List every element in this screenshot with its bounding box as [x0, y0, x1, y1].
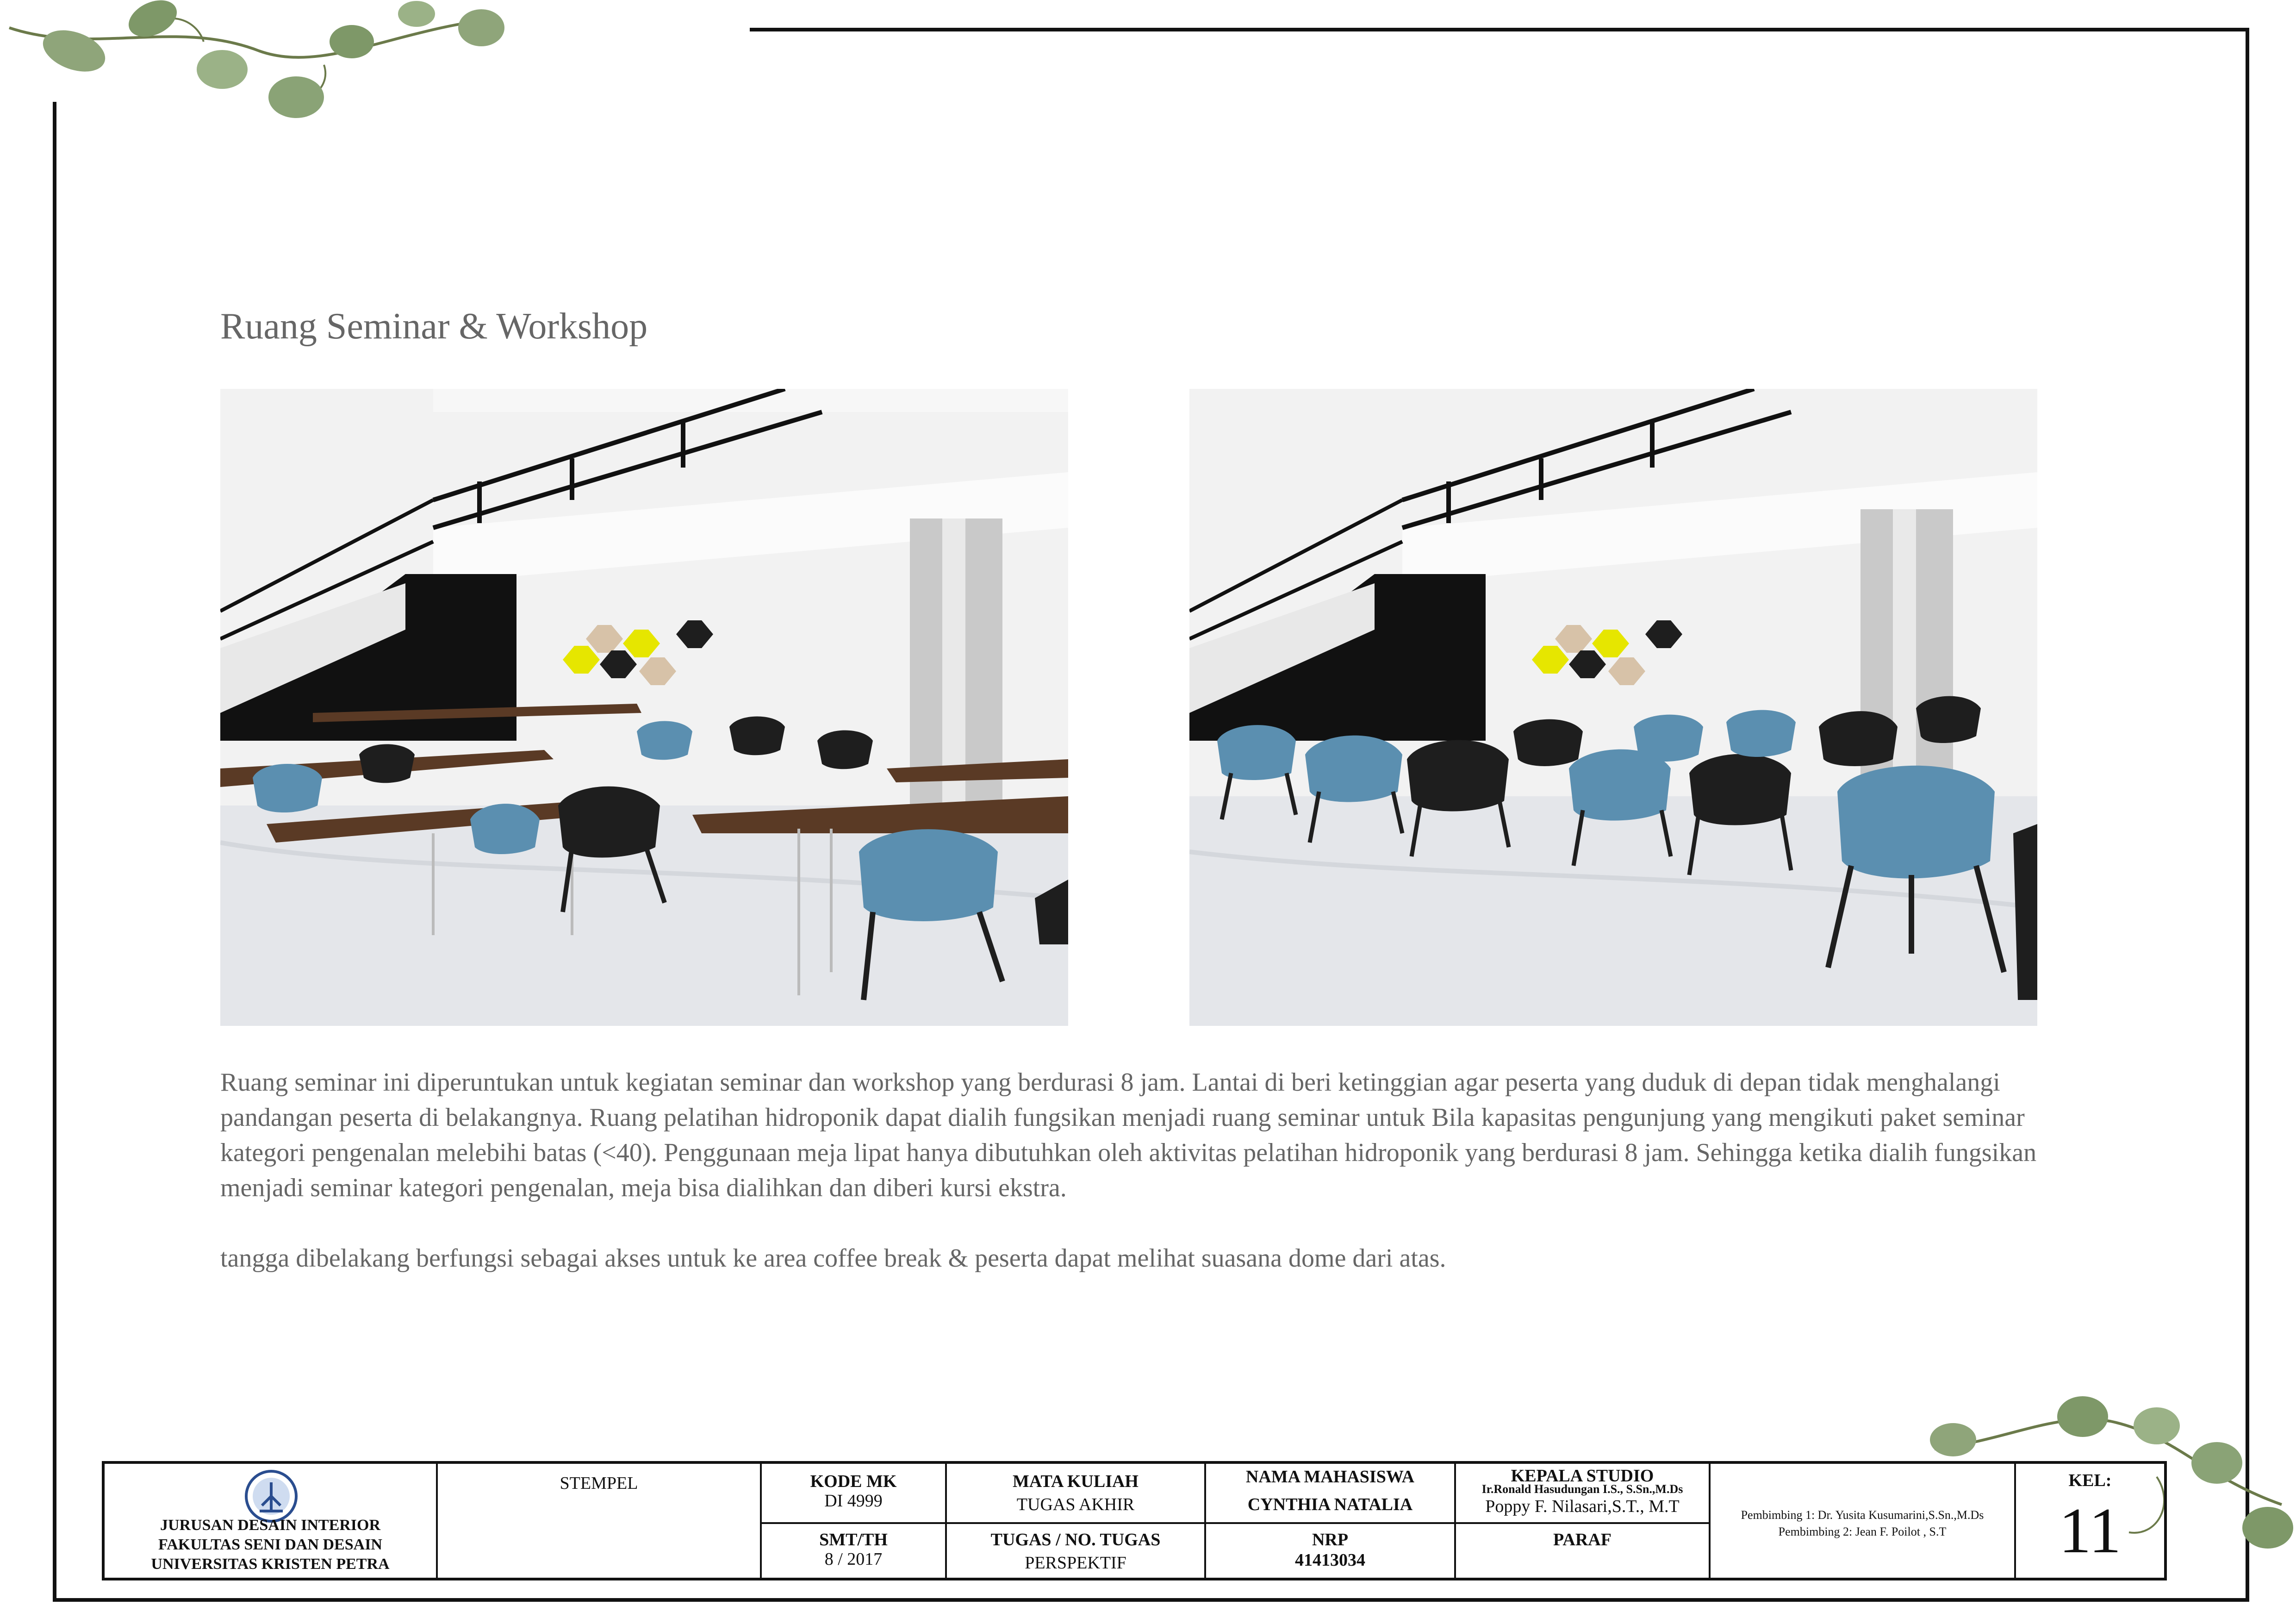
title-block	[102, 1461, 2167, 1580]
frame-left-line	[53, 102, 56, 1602]
institution-line: UNIVERSITAS KRISTEN PETRA	[151, 1555, 390, 1573]
description-paragraph: Ruang seminar ini diperuntukan untuk kegiatan seminar dan workshop yang berdurasi 8 jam. Lantai di beri ketinggian agar peserta yang duduk di depan tidak menghalangi pandangan peserta di belakangnya. Ruang pelatihan hidroponik dapat dialih fungsikan menjadi ruang seminar untuk Bila kapasitas pengunjung yang mengikuti paket seminar kategori pengenalan melebihi batas (<40). Penggunaan meja lipat hanya dibutuhkan oleh aktivitas pelatihan hidroponik yang berdurasi 8 jam. Sehingga ketika dialih fungsikan menjadi seminar kategori pengenalan, meja bisa dialihkan dan diberi kursi ekstra.	[220, 1068, 2037, 1202]
kel-label: KEL:	[2068, 1471, 2112, 1490]
institution-name	[105, 1516, 436, 1574]
kode-mk-value: DI 4999	[824, 1491, 883, 1511]
kode-mk-label: KODE MK	[810, 1472, 897, 1491]
divider	[1206, 1522, 1454, 1524]
kepala-studio-name-1: Ir.Ronald Hasudungan I.S., S.Sn.,M.Ds	[1481, 1482, 1683, 1496]
smt-label: SMT/TH	[819, 1530, 888, 1549]
frame-right-line	[2246, 28, 2249, 1602]
nrp-label: NRP	[1312, 1530, 1349, 1549]
tugas-value: PERSPEKTIF	[1025, 1553, 1126, 1573]
tugas-label: TUGAS / NO. TUGAS	[990, 1530, 1161, 1549]
mata-kuliah-value: TUGAS AKHIR	[1016, 1495, 1135, 1514]
nama-value: CYNTHIA NATALIA	[1247, 1495, 1413, 1514]
institution-line: JURUSAN DESAIN INTERIOR	[160, 1517, 381, 1534]
nrp-value: 41413034	[1295, 1550, 1365, 1570]
frame-top-line	[750, 28, 2249, 31]
kepala-studio-name-2: Poppy F. Nilasari,S.T., M.T	[1485, 1497, 1680, 1516]
nama-mahasiswa-cell	[1206, 1464, 1456, 1578]
mata-kuliah-label: MATA KULIAH	[1013, 1472, 1139, 1491]
pembimbing-cell	[1711, 1464, 2016, 1578]
divider	[762, 1522, 945, 1524]
kepala-studio-label: KEPALA STUDIO	[1511, 1466, 1654, 1486]
institution-line: FAKULTAS SENI DAN DESAIN	[158, 1536, 382, 1553]
stempel-cell	[438, 1464, 762, 1578]
pembimbing-2: Pembimbing 2: Jean F. Poilot , S.T	[1778, 1525, 1947, 1538]
institution-cell	[105, 1464, 438, 1578]
kode-mk-cell	[762, 1464, 947, 1578]
rendering-workshop-layout	[220, 389, 1068, 1026]
rendering-seminar-layout	[1189, 389, 2037, 1026]
vine-decoration-top-left	[0, 0, 532, 130]
kepala-studio-cell	[1456, 1464, 1711, 1578]
divider	[947, 1522, 1204, 1524]
frame-bottom-line	[53, 1598, 2249, 1602]
paraf-label: PARAF	[1553, 1530, 1612, 1549]
divider	[1456, 1522, 1709, 1524]
mata-kuliah-cell	[947, 1464, 1206, 1578]
description-paragraph-stairs: tangga dibelakang berfungsi sebagai akses untuk ke area coffee break & peserta dapat melihat suasana dome dari atas.	[220, 1244, 1446, 1273]
kel-value: 11	[2059, 1495, 2122, 1567]
stempel-label: STEMPEL	[560, 1474, 638, 1493]
pembimbing-1: Pembimbing 1: Dr. Yusita Kusumarini,S.Sn.,M.Ds	[1741, 1508, 1984, 1522]
smt-value: 8 / 2017	[824, 1549, 883, 1569]
nama-label: NAMA MAHASISWA	[1245, 1467, 1415, 1487]
kel-cell	[2016, 1464, 2164, 1578]
page-title: Ruang Seminar & Workshop	[220, 306, 648, 347]
